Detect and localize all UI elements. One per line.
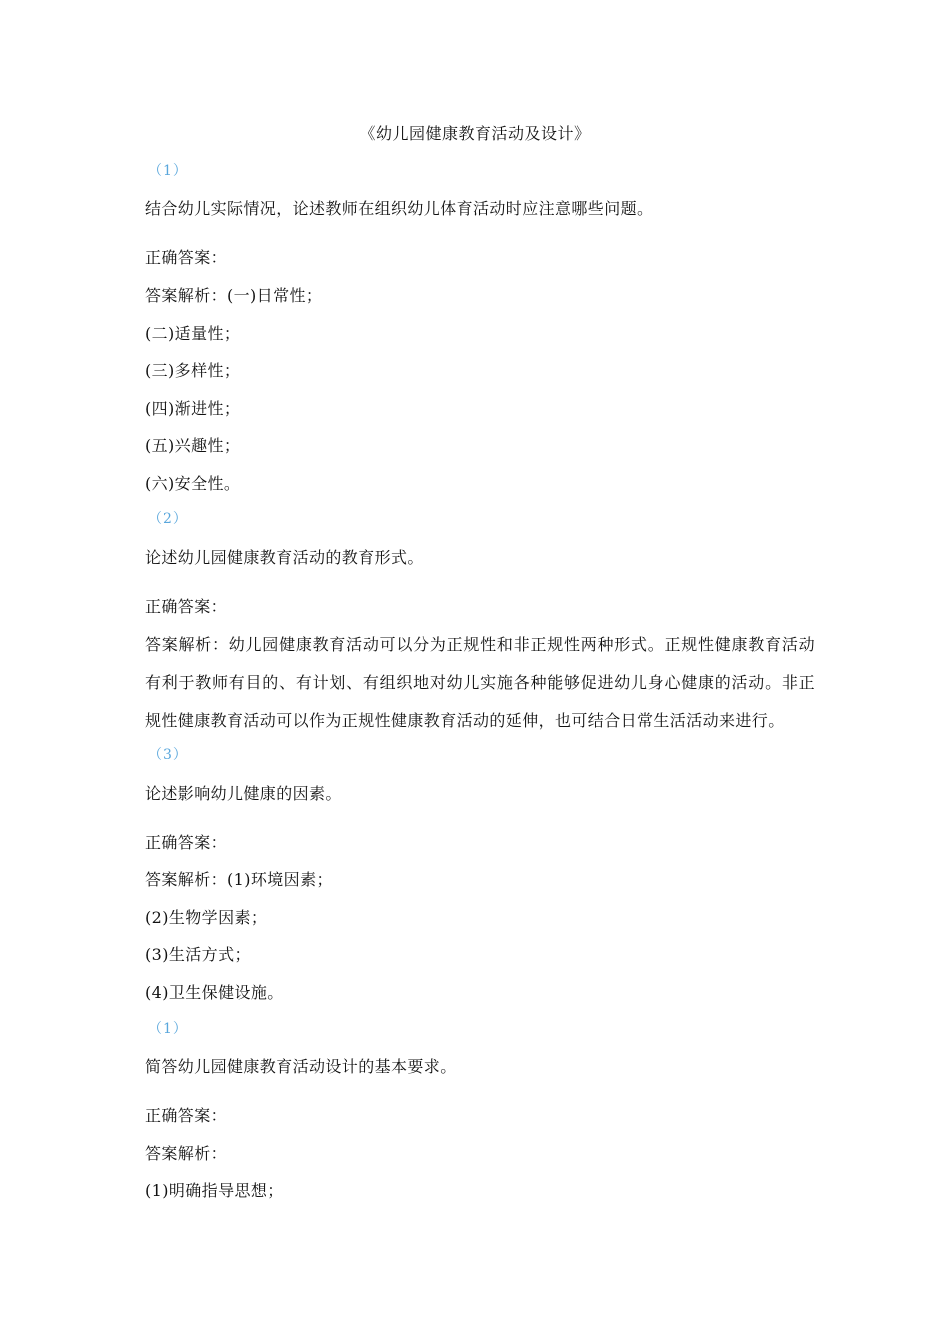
answer-item: (五)兴趣性； [145, 436, 241, 455]
answer-analysis: 答案解析：(一)日常性； [145, 286, 323, 305]
answer-item: (二)适量性； [145, 324, 241, 343]
answer-item: (4)卫生保健设施。 [145, 983, 284, 1002]
answer-analysis: 答案解析： [145, 1144, 228, 1163]
answer-label: 正确答案： [145, 833, 228, 852]
question-number: （1） [148, 163, 188, 179]
answer-analysis: 答案解析：(1)环境因素； [145, 870, 333, 889]
answer-analysis: 答案解析：幼儿园健康教育活动可以分为正规性和非正规性两种形式。正规性健康教育活动有利于教师有目的、有计划、有组织地对幼儿实施各种能够促进幼儿身心健康的活动。非正规性健康教育活动可以作为正规性健康教育活动的延伸，也可结合日常生活活动来进行。 [145, 635, 815, 730]
answer-item: (四)渐进性； [145, 399, 241, 418]
answer-item: (2)生物学因素； [145, 908, 268, 927]
question-text: 论述幼儿园健康教育活动的教育形式。 [145, 548, 424, 567]
answer-label: 正确答案： [145, 248, 228, 267]
question-text: 论述影响幼儿健康的因素。 [145, 784, 342, 803]
answer-item: (3)生活方式； [145, 945, 251, 964]
question-text: 结合幼儿实际情况，论述教师在组织幼儿体育活动时应注意哪些问题。 [145, 199, 654, 218]
answer-item: (三)多样性； [145, 361, 241, 380]
question-number: （3） [148, 747, 188, 763]
answer-item: (1)明确指导思想； [145, 1181, 284, 1200]
question-text: 简答幼儿园健康教育活动设计的基本要求。 [145, 1057, 457, 1076]
document-title: 《幼儿园健康教育活动及设计》 [359, 124, 591, 143]
question-number: （1） [148, 1021, 188, 1037]
answer-item: (六)安全性。 [145, 474, 241, 493]
answer-label: 正确答案： [145, 1106, 228, 1125]
question-number: （2） [148, 511, 188, 527]
answer-label: 正确答案： [145, 597, 228, 616]
